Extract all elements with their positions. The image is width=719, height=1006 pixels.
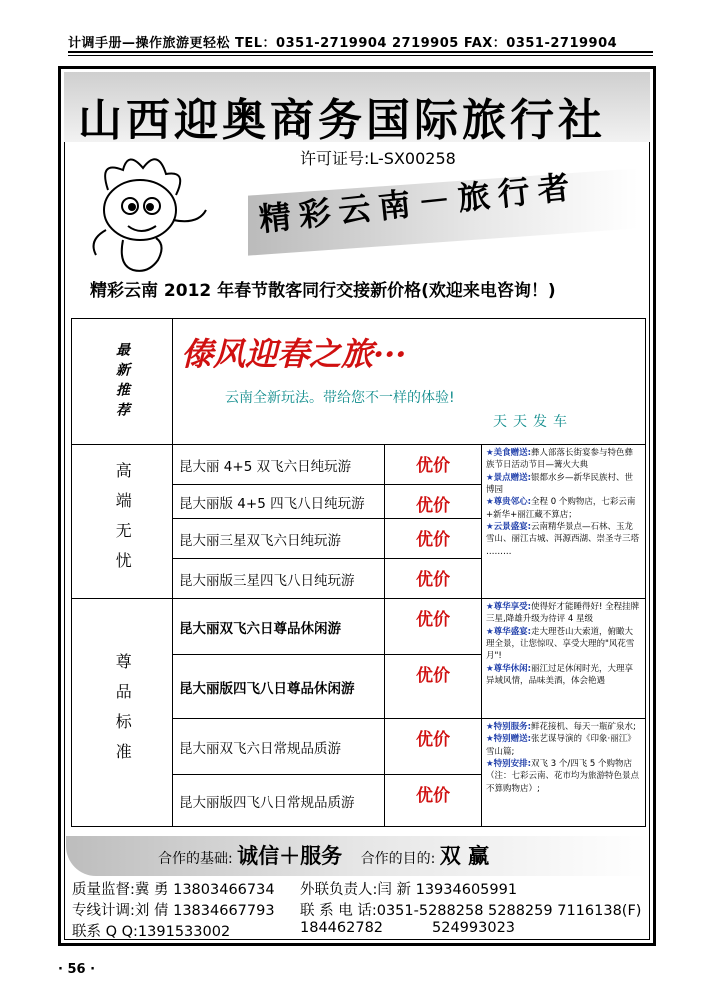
note-item: ★尊贵邻心:全程 0 个购物店，七彩云南+新华+丽江藏不算店； <box>486 497 636 520</box>
product-name: 昆大丽版四飞八日常规品质游 <box>173 775 385 827</box>
slogan: 精彩云南－旅行者 <box>257 167 580 239</box>
note-item: ★尊华享受:使得好才能睡得好! 全程挂牌三星,降雄升级为待评 4 星级 <box>486 602 640 625</box>
product-name: 昆大丽三星双飞六日纯玩游 <box>173 519 385 559</box>
external-contact: 外联负责人:闫 新 13934605991 <box>300 882 518 898</box>
group-category-cell <box>72 599 173 827</box>
header-contact-line: 计调手册—操作旅游更轻松 TEL：0351-2719904 2719905 FAX：0351-2719904 <box>68 36 618 51</box>
note-item: ★尊华休闲:丽江过足休闲时光，大理享异域风情，品味美酒，体会艳遇 <box>486 663 634 686</box>
group-notes <box>482 599 646 719</box>
note-item: ★特别赠送:张艺谋导演的《印象·丽江》雪山篇; <box>486 734 636 757</box>
product-name: 昆大丽版四飞八日尊品休闲游 <box>173 655 385 719</box>
company-name: 山西迎奥商务国际旅行社 <box>78 95 606 146</box>
header-rule <box>68 51 653 56</box>
group-category: 尊品标准 <box>113 652 133 773</box>
group-notes <box>482 719 646 827</box>
coop-basis-value: 诚信＋服务 <box>237 843 343 868</box>
coop-goal-label: 合作的目的: <box>360 851 436 867</box>
price-list-heading: 精彩云南 2012 年春节散客同行交接新价格(欢迎来电咨询！) <box>90 281 556 301</box>
contact-qq-2: 184462782 <box>300 920 384 936</box>
product-name: 昆大丽版三星四飞八日纯玩游 <box>173 559 385 599</box>
cooperation-motto <box>158 840 503 870</box>
page-number: · 56 · <box>58 962 96 977</box>
license-number: 许可证号:L-SX00258 <box>300 149 456 168</box>
product-name: 昆大丽双飞六日尊品休闲游 <box>173 599 385 655</box>
product-name: 昆大丽 4+5 双飞六日纯玩游 <box>173 445 385 485</box>
note-item: ★云景盛宴:云南精华景点—石林、玉龙雪山、丽江古城、洱源西湖、崇圣寺三塔 ……… <box>486 521 640 557</box>
product-name: 昆大丽双飞六日常规品质游 <box>173 719 385 775</box>
promo-category-cell <box>72 319 173 445</box>
product-price: 优价 <box>385 519 482 559</box>
product-price: 优价 <box>385 599 482 655</box>
contact-phone: 联 系 电 话:0351-5288258 5288259 7116138(F) <box>300 903 642 919</box>
contact-qq: 联系 Q Q:1391533002 <box>72 924 231 940</box>
contact-qq-3: 524993023 <box>432 920 516 936</box>
product-price: 优价 <box>385 559 482 599</box>
promo-cell <box>173 319 646 445</box>
product-name: 昆大丽版 4+5 四飞八日纯玩游 <box>173 485 385 519</box>
group-category: 高端无忧 <box>113 461 133 582</box>
note-item: ★特别服务:鲜花接机、每天一瓶矿泉水; <box>486 722 636 732</box>
product-price: 优价 <box>385 485 482 519</box>
promo-category: 最新推荐 <box>114 341 130 422</box>
route-planner: 专线计调:刘 倩 13834667793 <box>72 903 275 919</box>
dragon-mascot-icon <box>78 140 218 280</box>
product-price: 优价 <box>385 445 482 485</box>
promo-row <box>72 319 646 445</box>
promo-subtitle: 云南全新玩法。带给您不一样的体验! <box>225 390 455 406</box>
note-item: ★尊华盛宴:走大理苍山大索道，俯瞰大理全景，让您惊叹、享受大理的"风花雪月"! <box>486 626 635 662</box>
quality-supervisor: 质量监督:冀 勇 13803466734 <box>72 882 275 898</box>
table-row <box>72 599 646 655</box>
note-item: ★特别安排:双飞 3 个/四飞 5 个购物店（注：七彩云南、花市均为旅游特色景点不算购物店）; <box>486 758 640 794</box>
product-price: 优价 <box>385 775 482 827</box>
product-price: 优价 <box>385 655 482 719</box>
group-category-cell <box>72 445 173 599</box>
note-item: ★美食赠送:彝人部落长街宴参与特色彝族节日活动节目—篝火大典 <box>486 448 634 471</box>
promo-title: 傣风迎春之旅··· <box>181 335 407 373</box>
coop-goal-value: 双 赢 <box>439 843 490 868</box>
promo-tag: 天天发车 <box>493 414 573 430</box>
note-item: ★景点赠送:银都水乡—新华民族村、世博园 <box>486 472 634 495</box>
coop-basis-label: 合作的基础: <box>158 851 233 867</box>
table-row <box>72 445 646 485</box>
group-notes <box>482 445 646 599</box>
product-price: 优价 <box>385 719 482 775</box>
product-table <box>71 318 646 827</box>
